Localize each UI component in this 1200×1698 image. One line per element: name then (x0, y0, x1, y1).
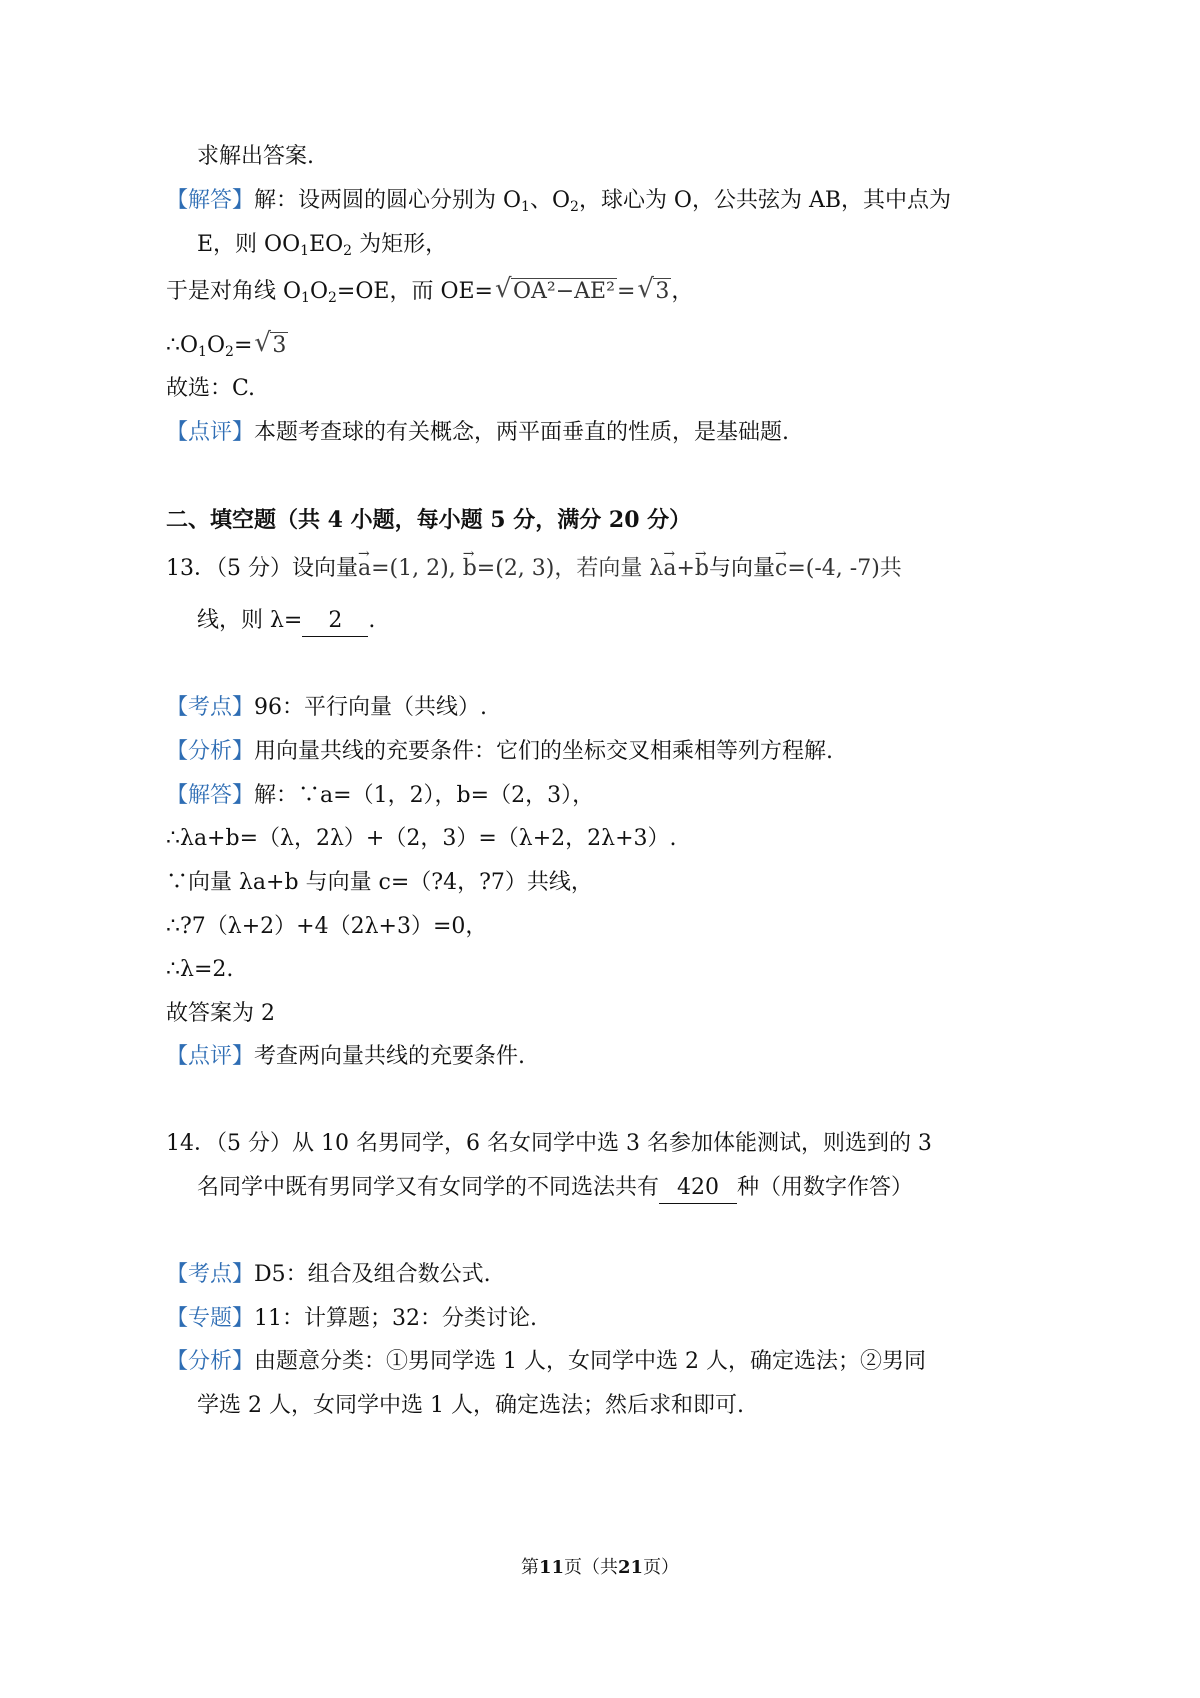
section-tag: 【解答】 (166, 783, 255, 808)
answer-line: 【解答】解：设两圆的圆心分别为 $O_1$、$O_2$，球心为 O，公共弦为 AB，其中点为 (166, 188, 952, 215)
text-line: ∵向量 λa+b 与向量 c=（?4，?7）共线， (166, 870, 593, 895)
section-tag: 【考点】 (166, 695, 255, 720)
comment-line: 【点评】考查两向量共线的充要条件. (166, 1044, 526, 1069)
section-heading: 二、填空题（共 4 小题，每小题 5 分，满分 20 分） (166, 507, 692, 533)
page-footer: 第11页（共21页） (520, 1557, 680, 1578)
sqrt-expression: √ 3 (254, 331, 288, 361)
text-line: ∴λ=2. (166, 957, 234, 982)
answer-blank: 2 (302, 606, 368, 637)
text-line: 故选：C. (166, 376, 256, 401)
section-tag: 【解答】 (166, 188, 255, 213)
text-line: E，则 $OO_1EO_2$ 为矩形， (197, 232, 448, 259)
kaodian-line: 【考点】96：平行向量（共线）. (166, 695, 488, 720)
answer-blank: 420 (659, 1173, 737, 1204)
comment-line: 【点评】本题考查球的有关概念，两平面垂直的性质，是基础题. (166, 420, 790, 445)
kaodian-line: 【考点】D5：组合及组合数公式. (166, 1262, 491, 1287)
section-tag: 【分析】 (166, 739, 255, 764)
question-14-cont: 名同学中既有男同学又有女同学的不同选法共有 420 种（用数字作答） (197, 1173, 913, 1204)
answer-line: 【解答】解：∵a=（1，2），b=（2，3）， (166, 783, 595, 808)
question-13: 13．（5 分）设向量→ a=(1, 2), → b=(2, 3)，若向量 λ→ a+→ b与向量→ c=(-4, -7)共 (166, 554, 902, 584)
question-13-cont: 线，则 λ= 2 . (197, 606, 375, 637)
topic-line: 【专题】11：计算题；32：分类讨论. (166, 1306, 537, 1331)
sqrt-expression: √ OA²−AE² (495, 277, 617, 307)
text-line: 学选 2 人，女同学中选 1 人，确定选法；然后求和即可. (197, 1393, 744, 1418)
vector-b: → b (463, 554, 477, 584)
analysis-line: 【分析】用向量共线的充要条件：它们的坐标交叉相乘相等列方程解. (166, 739, 834, 764)
vector-b: → b (695, 554, 709, 584)
text-line: 求解出答案. (197, 144, 314, 169)
section-tag: 【考点】 (166, 1262, 255, 1287)
question-14: 14．（5 分）从 10 名男同学，6 名女同学中选 3 名参加体能测试，则选到的 3 (166, 1131, 932, 1156)
analysis-line: 【分析】由题意分类：①男同学选 1 人，女同学中选 2 人，确定选法；②男同 (166, 1349, 926, 1374)
text-line: 于是对角线 $O_1O_2=OE$，而 OE=√ OA²−AE²=√ 3， (166, 277, 693, 313)
section-tag: 【专题】 (166, 1306, 255, 1331)
text-line: 故答案为 2 (166, 1001, 275, 1026)
vector-c: → c (775, 554, 787, 584)
section-tag: 【点评】 (166, 420, 255, 445)
text-line: $\therefore O_1O_2=√$ 3 (166, 331, 288, 367)
section-tag: 【点评】 (166, 1044, 255, 1069)
text-line: ∴?7（λ+2）+4（2λ+3）=0， (166, 914, 488, 939)
text-line: ∴λa+b=（λ，2λ）+（2，3）=（λ+2，2λ+3）. (166, 826, 677, 851)
vector-a: → a (358, 554, 371, 584)
section-tag: 【分析】 (166, 1349, 255, 1374)
sqrt-expression: √ 3 (637, 277, 671, 307)
vector-a: → a (663, 554, 676, 584)
